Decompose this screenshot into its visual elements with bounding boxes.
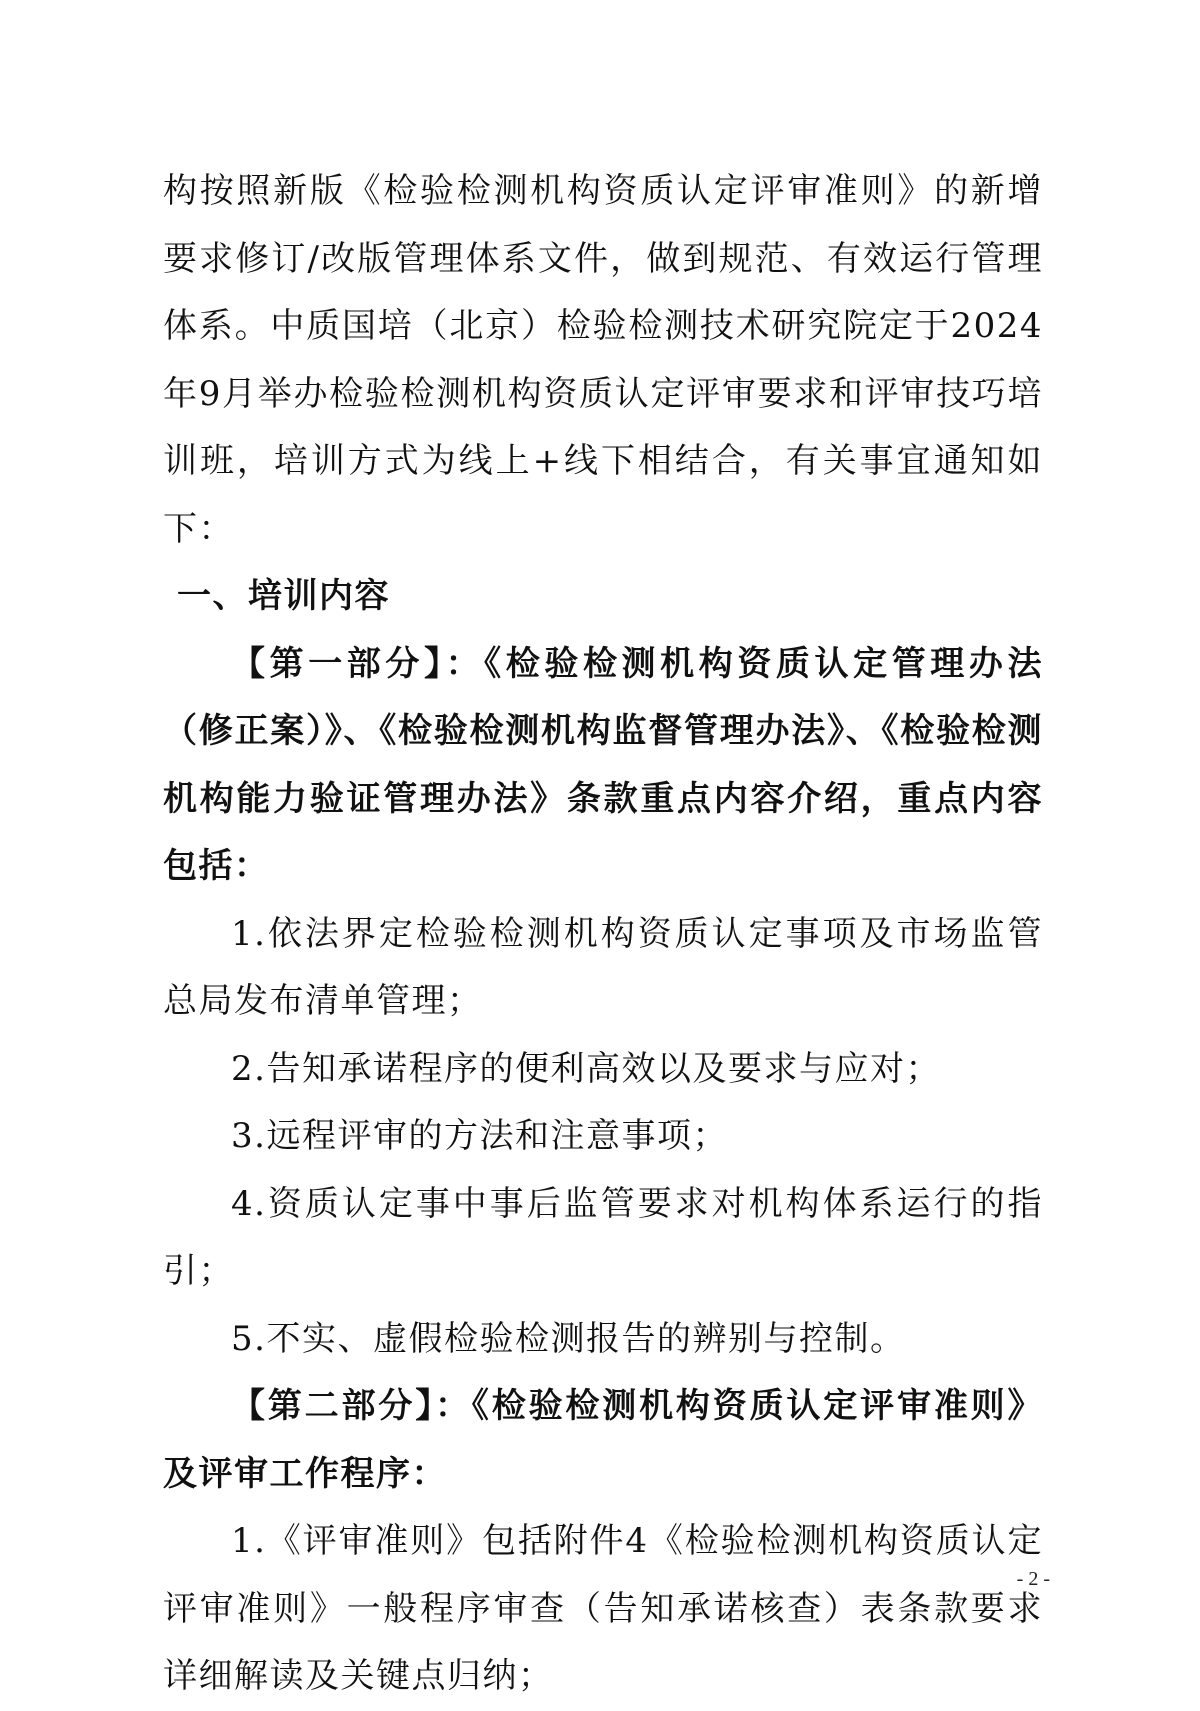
intro-paragraph: 构按照新版《检验检测机构资质认定评审准则》的新增要求修订/改版管理体系文件，做到规范、有效运行管理体系。中质国培（北京）检验检测技术研究院定于2024年9月举办检验检测机构资质认定评审要求和评审技巧培训班，培训方式为线上+线下相结合，有关事宜通知如下： (163, 171, 1043, 549)
section-heading-training-content: 一、培训内容 (177, 576, 390, 616)
part2-item-1: 1.《评审准则》包括附件4《检验检测机构资质认定评审准则》一般程序审查（告知承诺核查）表条款要求详细解读及关键点归纳； (163, 1521, 1043, 1696)
part1-item-2: 2.告知承诺程序的便利高效以及要求与应对； (231, 1048, 941, 1089)
part1-item-4: 4.资质认定事中事后监管要求对机构体系运行的指引； (163, 1183, 1043, 1291)
document-body (163, 158, 1043, 1711)
part1-title: 【第一部分】：《检验检测机构资质认定管理办法（修正案）》、《检验检测机构监督管理办法》、《检验检测机构能力验证管理办法》条款重点内容介绍，重点内容包括： (163, 643, 1043, 886)
part1-item-1: 1.依法界定检验检测机构资质认定事项及市场监管总局发布清单管理； (163, 913, 1043, 1021)
part1-item-3: 3.远程评审的方法和注意事项； (231, 1116, 728, 1156)
part1-item-5: 5.不实、虚假检验检测报告的辨别与控制。 (231, 1318, 906, 1359)
page-number: - 2 - (1016, 1568, 1050, 1590)
part2-title: 【第二部分】：《检验检测机构资质认定评审准则》及评审工作程序： (163, 1386, 1043, 1494)
